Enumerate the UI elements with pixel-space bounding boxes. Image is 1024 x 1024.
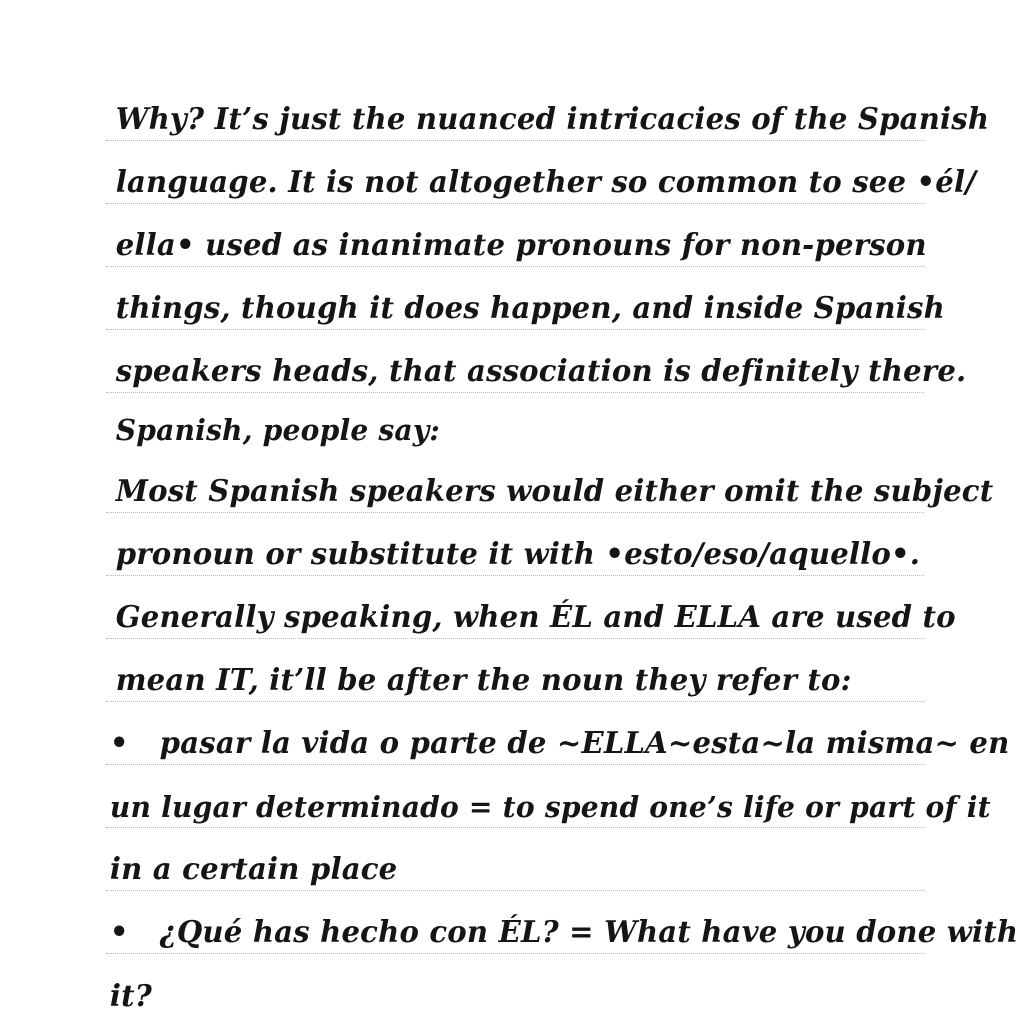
note-line-text: language. It is not altogether so common to see •él/ xyxy=(115,165,977,200)
note-text-body xyxy=(106,78,1019,1024)
note-line-text: pronoun or substitute it with •esto/eso/aquello•. xyxy=(115,537,921,572)
note-line xyxy=(106,639,924,702)
note-line-bullet xyxy=(106,702,1010,765)
note-line xyxy=(106,78,990,141)
note-line xyxy=(106,828,924,891)
note-line-bullet xyxy=(106,891,1019,954)
note-line xyxy=(106,393,924,450)
note-line-text: ella• used as inanimate pronouns for non-person xyxy=(115,228,927,263)
note-line-text: in a certain place xyxy=(109,852,398,887)
note-line xyxy=(106,141,977,204)
note-line-text: speakers heads, that association is definitely there. xyxy=(115,354,967,389)
note-line-text: un lugar determinado = to spend one’s life or part of it xyxy=(109,790,991,824)
note-line xyxy=(106,513,924,576)
note-line-text: • pasar la vida o parte de ~ELLA~esta~la misma~ en xyxy=(109,726,1010,761)
note-line xyxy=(106,267,945,330)
note-line-text: it? xyxy=(109,979,153,1014)
note-line-text: things, though it does happen, and inside Spanish xyxy=(115,291,945,326)
note-line-text: Spanish, people say: xyxy=(115,413,440,447)
note-line-text: Why? It’s just the nuanced intricacies of the Spanish xyxy=(115,102,990,137)
note-line xyxy=(106,450,994,513)
note-line-text: • ¿Qué has hecho con ÉL? = What have you done with xyxy=(109,915,1019,950)
note-line xyxy=(106,576,956,639)
note-line xyxy=(106,330,967,393)
note-line-text: Most Spanish speakers would either omit the subject xyxy=(115,474,994,509)
note-line xyxy=(106,765,991,828)
note-line-text: Generally speaking, when ÉL and ELLA are used to xyxy=(115,600,956,635)
note-line xyxy=(106,204,927,267)
note-line-text: mean IT, it’ll be after the noun they refer to: xyxy=(115,663,852,698)
note-line xyxy=(106,954,924,1017)
